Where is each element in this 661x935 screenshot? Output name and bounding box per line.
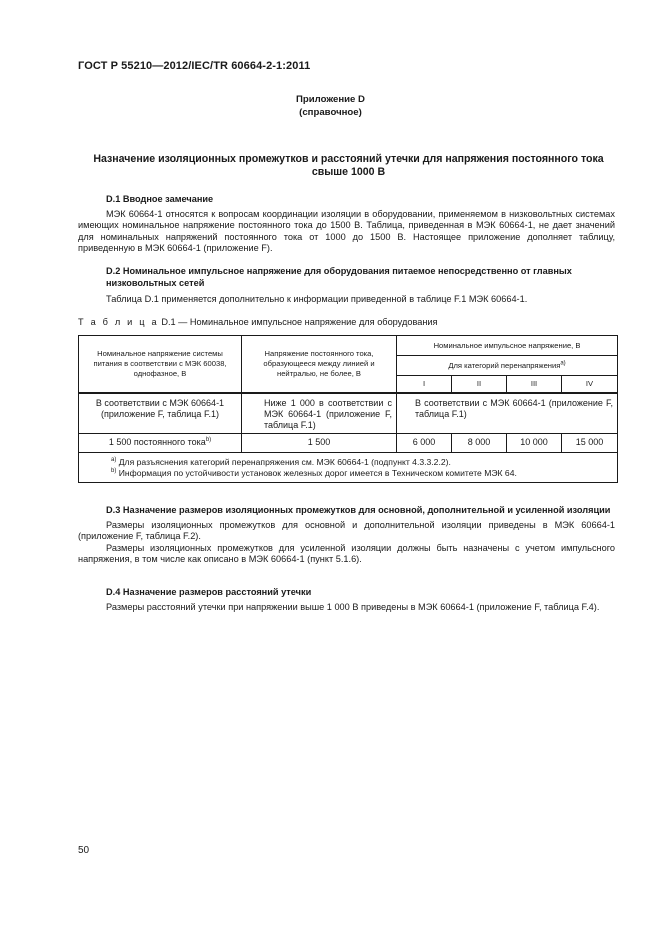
footnote-mark: a) [560, 359, 566, 366]
section-d2 [78, 266, 615, 306]
table-row [79, 393, 618, 434]
appendix-kind: (справочное) [299, 107, 362, 118]
column-subgroup-header [397, 356, 618, 376]
column-group-header: Номинальное импульсное напряжение, В [397, 336, 618, 356]
section-d3 [78, 505, 615, 566]
table-cell: 10 000 [507, 433, 562, 452]
subgroup-text: Для категорий перенапряжения [448, 360, 561, 370]
voltage-table [78, 335, 618, 483]
category-header: II [452, 376, 507, 393]
table-caption-text: D.1 — Номинальное импульсное напряжение для оборудования [158, 317, 438, 327]
section-heading: D.4 Назначение размеров расстояний утечки [106, 587, 312, 597]
table-caption-prefix: Т а б л и ц а [78, 317, 159, 327]
page-number: 50 [78, 845, 90, 856]
page-title: Назначение изоляционных промежутков и расстояний утечки для напряжения постоянного тока свыше 1000 В [93, 153, 604, 178]
table-cell [79, 433, 242, 452]
table-row [79, 433, 618, 452]
table-cell: 6 000 [397, 433, 452, 452]
table-cell: Ниже 1 000 в соответствии с МЭК 60664-1 (приложение F, таблица F.1) [242, 393, 397, 434]
note-text: Для разъяснения категорий перенапряжения см. МЭК 60664-1 (подпункт 4.3.3.2.2). [116, 456, 451, 467]
footnote-mark: b) [111, 467, 117, 474]
table-note [111, 457, 611, 468]
category-header: IV [562, 376, 618, 393]
section-heading: D.3 Назначение размеров изоляционных промежутков для основной, дополнительной и усиленной изоляции [106, 505, 611, 515]
category-header: I [397, 376, 452, 393]
table-cell: 8 000 [452, 433, 507, 452]
section-paragraph: Таблица D.1 применяется дополнительно к информации приведенной в таблице F.1 МЭК 60664-1. [106, 294, 528, 305]
section-paragraph: Размеры расстояний утечки при напряжении выше 1 000 В приведены в МЭК 60664-1 (приложение F, таблица F.4). [106, 601, 600, 612]
column-header: Номинальное напряжение системы питания в соответствии с МЭК 60038, однофазное, В [79, 336, 242, 393]
table-cell: 15 000 [562, 433, 618, 452]
appendix-label: Приложение D [296, 94, 365, 105]
table-cell: В соответствии с МЭК 60664-1 (приложение F, таблица F.1) [79, 393, 242, 434]
appendix-heading [0, 93, 661, 119]
table-cell: В соответствии с МЭК 60664-1 (приложение F, таблица F.1) [397, 393, 618, 434]
category-header: III [507, 376, 562, 393]
section-heading: D.1 Вводное замечание [106, 194, 214, 204]
table-caption [78, 317, 438, 327]
footnote-mark: a) [111, 456, 117, 463]
footnote-mark: b) [205, 437, 212, 443]
section-paragraph: Размеры изоляционных промежутков для основной и дополнительной изоляции приведены в МЭК 60664-1 (приложение F, таблица F.2). [78, 519, 615, 542]
table-cell: 1 500 [242, 433, 397, 452]
table-note [111, 468, 611, 479]
note-text: Информация по устойчивости установок железных дорог имеется в Техническом комитете МЭК 64. [116, 467, 517, 478]
section-paragraph: Размеры изоляционных промежутков для усиленной изоляции должны быть назначены с учетом импульсного напряжения, в том числе как описано в МЭК 60664-1 (пункт 5.1.6). [78, 542, 615, 565]
standard-code: ГОСТ Р 55210—2012/IEC/TR 60664-2-1:2011 [78, 60, 311, 72]
table-notes-row [79, 452, 618, 482]
section-d1 [78, 194, 615, 255]
section-paragraph: МЭК 60664-1 относятся к вопросам координации изоляции в оборудовании, применяемом в низковольтных системах имеющих номинальное напряжение постоянного тока до 1500 В. Таблица, приведенная в МЭК 60664-1, не дает значений для номинальных напряжений постоянного тока от 1000 до 1500 В. Настоящее приложение дополняет таблицу, приведенную в МЭК 60664-1 (приложение F). [78, 208, 615, 254]
section-d4 [78, 587, 615, 613]
table-notes [79, 452, 618, 482]
section-heading: D.2 Номинальное импульсное напряжение для оборудования питаемое непосредственно от главных низковольтных сетей [106, 266, 572, 288]
cell-text: 1 500 постоянного тока [108, 437, 206, 447]
column-header: Напряжение постоянного тока, образующееся между линией и нейтралью, не более, В [242, 336, 397, 393]
